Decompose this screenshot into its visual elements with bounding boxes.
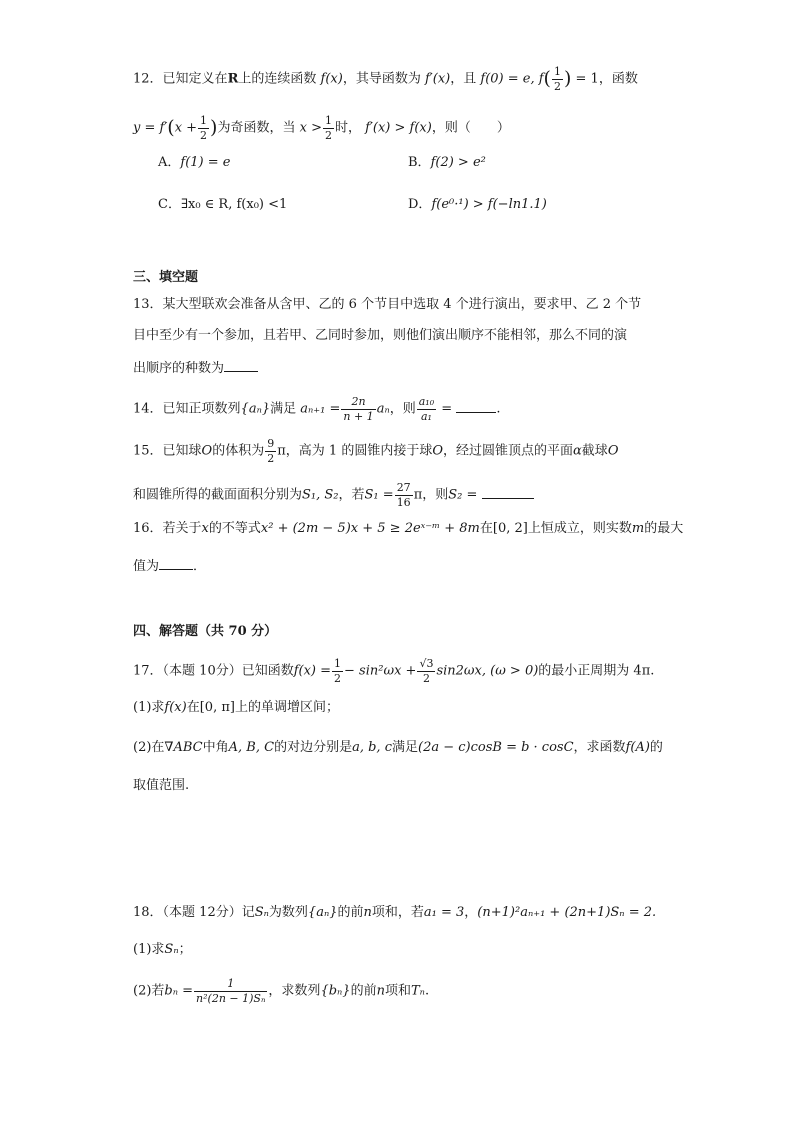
q12-number: 12． — [133, 71, 163, 87]
fraction: $\frac{1}{2}$ — [334, 657, 342, 685]
fraction: $\frac{\text{a₁₀}}{\text{a₁}}$ — [418, 395, 435, 423]
q12-option-c[interactable]: C．∃x₀ ∈ R, f(x₀) <1 — [158, 197, 288, 212]
q12-option-d[interactable]: D．f(e⁰·¹) > f(−ln1.1) — [408, 197, 547, 212]
answer-blank[interactable] — [456, 401, 496, 413]
q12-line1: 12．已知定义在R上的连续函数 f(x)，其导函数为 f′(x)，且 f(0) = e, f( $\frac{1}{2}$ ) = 1，函数 — [133, 65, 638, 93]
q13-line3: 出顺序的种数为 — [133, 360, 258, 375]
fraction: $\frac{2n}{n + 1}$ — [343, 395, 374, 423]
answer-blank[interactable] — [224, 360, 258, 372]
q18-part2: (2)若bₙ = $\frac{1}{\text{n²(2n − 1)Sₙ}}$ ，求数列{bₙ}的前n项和Tₙ. — [133, 977, 430, 1005]
q16-line1: 16．若关于x的不等式x² + (2m − 5)x + 5 ≥ 2eˣ⁻ᵐ + 8m在[0, 2]上恒成立，则实数m的最大 — [133, 521, 684, 536]
fraction: $\frac{1}{2}$ — [324, 114, 332, 142]
fraction: $\frac{√3}{2}$ — [419, 657, 434, 685]
q12-line2: y = f′(x + $\frac{1}{2}$ )为奇函数，当 x > $\frac{1}{2}$ 时， f′(x) > f(x)，则（ ） — [133, 114, 510, 142]
fraction: $\frac{1}{2}$ — [553, 65, 561, 93]
q13-line1: 13．某大型联欢会准备从含甲、乙的 6 个节目中选取 4 个进行演出，要求甲、乙 2 个节 — [133, 297, 642, 312]
q17-part1: (1)求f(x)在[0, π]上的单调增区间； — [133, 700, 339, 715]
answer-blank[interactable] — [159, 558, 193, 570]
q12-option-b[interactable]: B．f(2) > e² — [408, 155, 486, 170]
fraction: $\frac{9}{2}$ — [267, 437, 275, 465]
fraction: $\frac{27}{16}$ — [396, 481, 411, 509]
q17-part2: (2)在∇ABC中角A, B, C的对边分别是a, b, c满足(2a − c)cosB = b · cosC，求函数f(A)的 — [133, 740, 663, 755]
section-title-fill-in: 三、填空题 — [133, 270, 199, 285]
q16-line2: 值为 ． — [133, 559, 207, 574]
answer-blank[interactable] — [482, 487, 534, 499]
q18-line1: 18．（本题 12分）记Sₙ为数列{aₙ}的前n项和，若a₁ = 3，(n+1)²aₙ₊₁ + (2n+1)Sₙ = 2. — [133, 905, 657, 920]
q12-option-a[interactable]: A．f(1) = e — [158, 155, 231, 170]
q17-line1: 17．（本题 10分）已知函数f(x) = $\frac{1}{2}$ − sin²ωx + $\frac{√3}{2}$ sin2ωx, (ω > 0)的最小正周期为 4π. — [133, 657, 655, 685]
fraction: $\frac{1}{\text{n²(2n − 1)Sₙ}}$ — [196, 977, 266, 1005]
q15-line2: 和圆锥所得的截面面积分别为S₁, S₂，若S₁ = $\frac{27}{16}$ π，则S₂ = — [133, 482, 534, 508]
q17-part2-line2: 取值范围. — [133, 778, 190, 793]
q13-line2: 目中至少有一个参加，且若甲、乙同时参加，则他们演出顺序不能相邻，那么不同的演 — [133, 328, 628, 343]
fraction: $\frac{1}{2}$ — [200, 114, 208, 142]
section-title-answer: 四、解答题（共 70 分） — [133, 624, 278, 639]
q15-line1: 15．已知球O的体积为 $\frac{9}{2}$ π，高为 1 的圆锥内接于球O，经过圆锥顶点的平面α截球O — [133, 437, 619, 465]
q18-part1: (1)求Sₙ； — [133, 942, 192, 957]
q14-line: 14．已知正项数列{aₙ}满足 aₙ₊₁ = $\frac{2n}{n + 1}$ aₙ，则 $\frac{\text{a₁₀}}{\text{a₁}}$ = . — [133, 395, 501, 423]
